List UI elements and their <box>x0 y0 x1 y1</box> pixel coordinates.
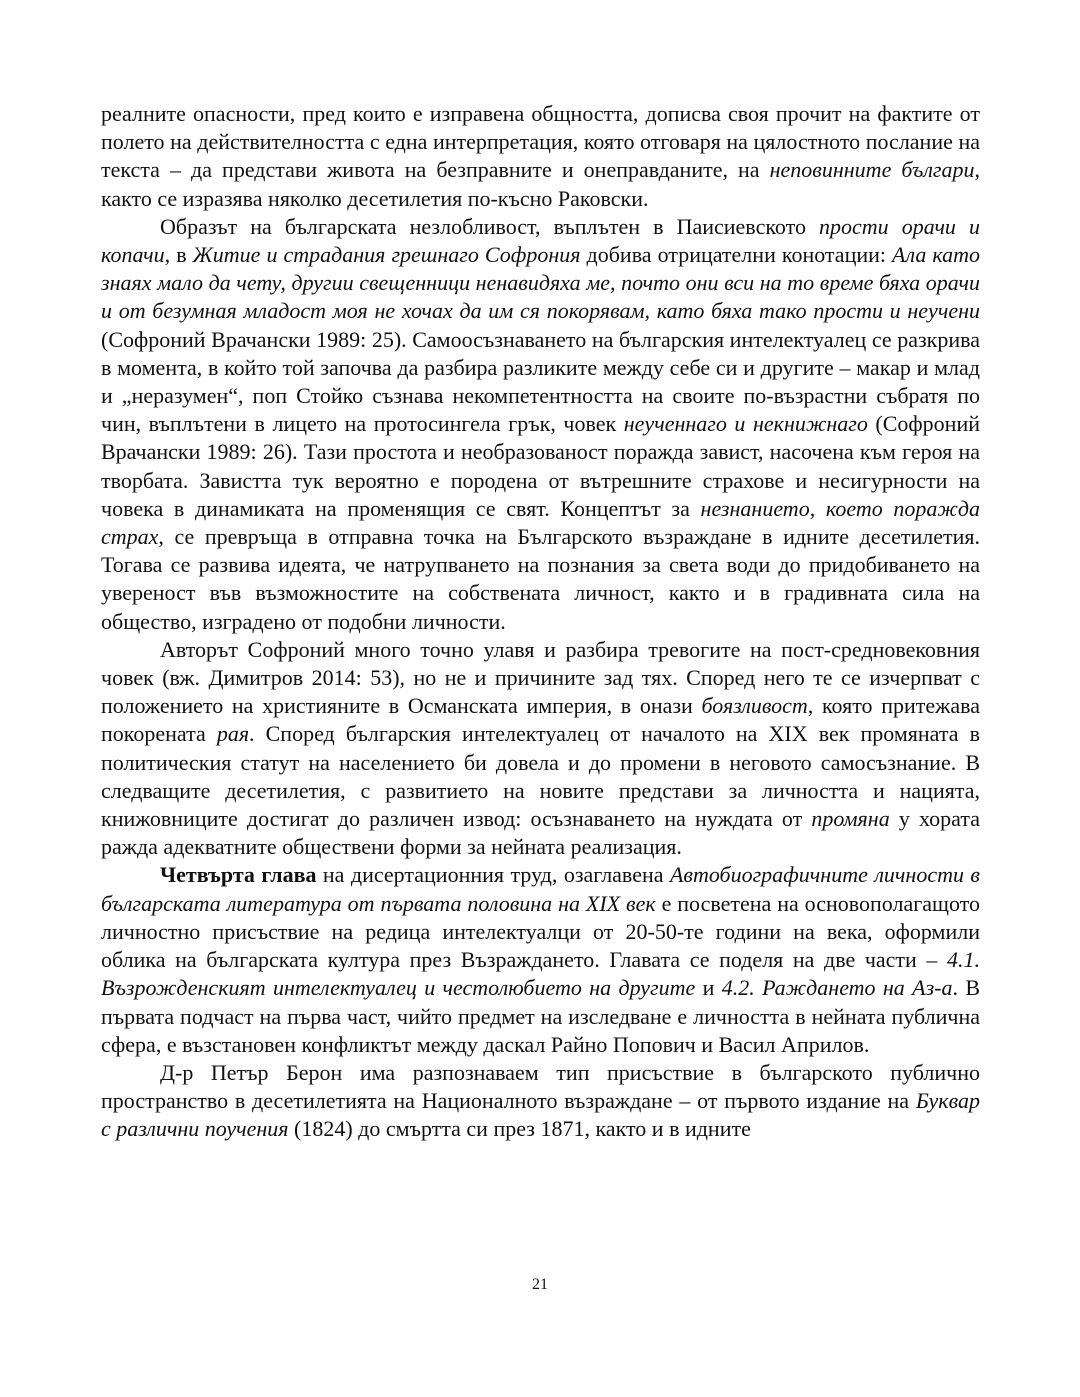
text-segment: Д-р Петър Берон има разпознаваем тип присъствие в българското публично пространство в десетилетията на Националното възраждане – от първото издание на <box>101 1059 980 1114</box>
paragraph-3 <box>101 636 980 862</box>
italic-segment: Буквар с различни поучения <box>101 1088 980 1142</box>
text-segment: у хората ражда адекватните обществени форми за нейната реализация. <box>101 806 980 860</box>
italic-quote: Ала като знаях мало да чету, другии свещенници ненавидяха ме, почто они вси на то време бяха орачи и от безумная младост моя не хочах да им ся покорявам, като бяха тако прости и неучени <box>101 242 981 324</box>
text-segment: (Софроний Врачански 1989: 25). Самоосъзнаването на българския интелектуалец се разкрива в момента, в който той започва да разбира разликите между себе си и другите – макар и млад и „неразумен“, поп Стойко съзнава некомпетентността на своите по-възрастни събратя по чин, въплътени в лицето на протосингела грък, човек <box>101 326 980 437</box>
text-segment: добива отрицателни конотации: <box>580 242 893 268</box>
document-body <box>101 100 980 1144</box>
text-segment: реалните опасности, пред които е изправена общността, дописва своя прочит на фактите от полето на действителността с една интерпретация, която отговаря на цялостното послание на текста – да представи живота на безправните и онеправданите, на <box>101 101 980 183</box>
italic-section-title: 4.1. Възрожденският интелектуалец и честолюбието на другите <box>101 947 980 1001</box>
text-segment: . В първата подчаст на първа част, чийто предмет на изследване е личността в нейната публична сфера, е възстановен конфликтът между даскал Райно Попович и Васил Априлов. <box>101 975 981 1057</box>
paragraph-2 <box>101 213 980 636</box>
text-segment: , в <box>164 242 193 268</box>
text-segment: Авторът Софроний много точно улавя и разбира тревогите на пост-средновековния човек (вж. Димитров 2014: 53), но не и причините зад тях. Според него те се изчерпват с положението на християните в Османската империя, в онази <box>101 636 980 719</box>
text-segment: Образът на българската незлобливост, въплътен в Паисиевското <box>160 213 820 239</box>
italic-segment: промяна <box>811 806 890 832</box>
text-segment: (Софроний Врачански 1989: 26). Тази простота и необразованост поражда завист, насочена към героя на творбата. Завистта тук вероятно е породена от вътрешните страхове и несигурности на човека в динамиката на променящия се свят. Концептът за <box>101 411 981 521</box>
text-segment: , се превръща в отправна точка на Българското възраждане в идните десетилетия. Тогава се развива идеята, че натрупването на познания за света води до придобиването на увереност във възможностите на собствената личност, както и в градивната сила на общество, изградено от подобни личности. <box>101 524 980 634</box>
italic-segment: незнанието, което поражда страх <box>101 495 980 550</box>
text-segment: и <box>695 975 722 1001</box>
italic-chapter-title: Автобиографичните личности в българската литература от първата половина на XIX век <box>101 862 980 916</box>
italic-segment: боязливост <box>701 693 808 719</box>
text-segment: (1824) до смъртта си през 1871, както и в идните <box>288 1116 751 1142</box>
italic-segment: Житие и страдания грешнаго Софрония <box>192 242 581 268</box>
italic-section-title: 4.2. Раждането на Аз-а <box>721 975 953 1001</box>
paragraph-5 <box>101 1059 980 1144</box>
text-segment: , която притежава покорената <box>101 693 980 747</box>
paragraph-4 <box>101 861 980 1058</box>
paragraph-1 <box>101 100 980 213</box>
italic-segment: неученнаго и некнижнаго <box>623 411 868 437</box>
text-segment: на дисертационния труд, озаглавена <box>316 862 670 888</box>
text-segment: . Според българския интелектуалец от началото на XIX век промяната в политическия статут на населението би довела и до промени в неговото самосъзнание. В следващите десетилетия, с развитието на новите представи за личността и нацията, книжовниците достигат до различен извод: осъзнаването на нуждата от <box>101 721 980 832</box>
page-number: 21 <box>532 1276 548 1293</box>
text-segment: , както се изразява няколко десетилетия по-късно Раковски. <box>101 157 980 211</box>
italic-segment: неповинните българи <box>769 157 975 183</box>
text-segment: е посветена на основополагащото личностно присъствие на редица интелектуалци от 20-50-те години на века, оформили облика на българската култура през Възраждането. Главата се поделя на две части – <box>101 890 980 973</box>
bold-chapter-heading: Четвърта глава <box>160 862 317 888</box>
italic-segment: прости орачи и копачи <box>101 213 980 268</box>
italic-segment: рая <box>216 721 250 747</box>
